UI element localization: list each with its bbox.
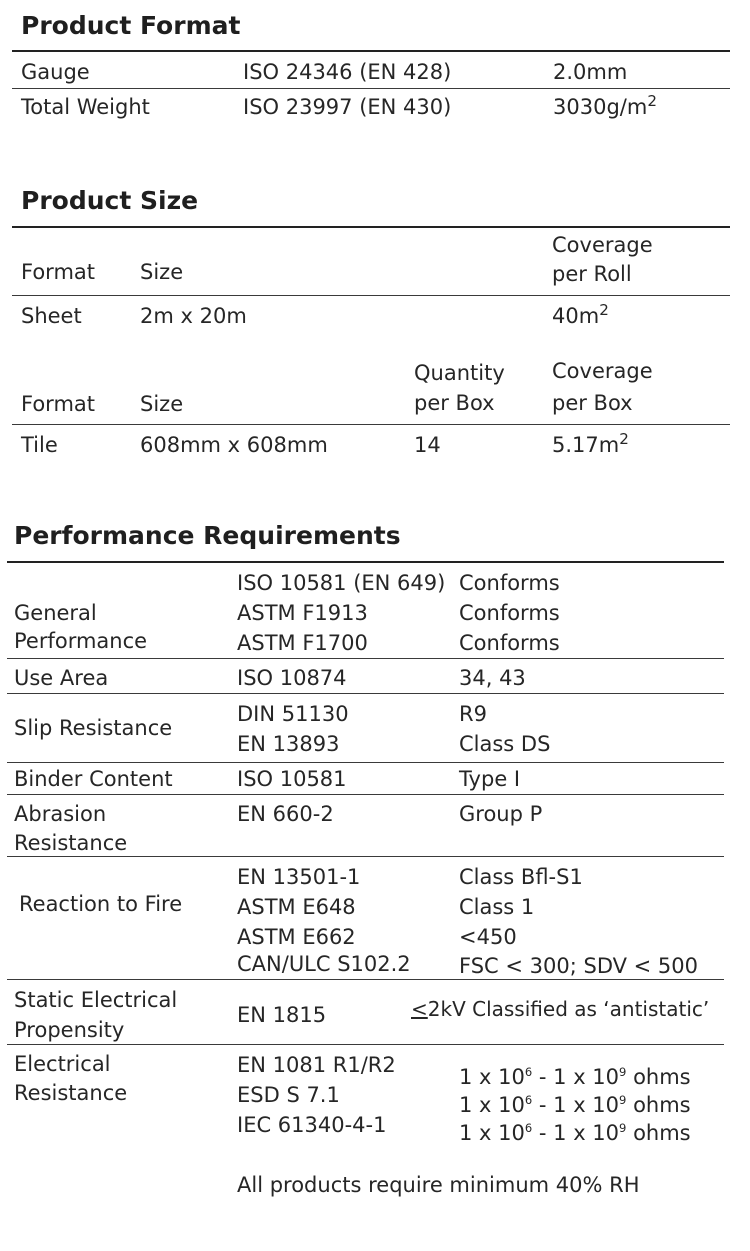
header-divider — [12, 424, 730, 425]
product-format-divider — [12, 50, 730, 52]
standard-value: ISO 10581 (EN 649) — [237, 571, 446, 595]
electrical-resistance-label: Electrical — [14, 1052, 111, 1076]
total-weight-standard: ISO 23997 (EN 430) — [243, 95, 452, 119]
row-divider — [7, 693, 724, 694]
gauge-standard: ISO 24346 (EN 428) — [243, 60, 452, 84]
result-value: Conforms — [459, 631, 560, 655]
row-divider — [7, 1044, 724, 1045]
standard-value: EN 660-2 — [237, 802, 334, 826]
standard-value: CAN/ULC S102.2 — [237, 952, 411, 976]
electrical-resistance-label: Resistance — [14, 1081, 128, 1105]
result-value: <450 — [459, 925, 517, 949]
quantity-per-box-header-line1: Quantity — [414, 361, 505, 385]
standard-value: IEC 61340-4-1 — [237, 1113, 387, 1137]
result-value: Group P — [459, 802, 543, 826]
coverage-per-box-header-line1: Coverage — [552, 359, 653, 383]
row-divider — [7, 794, 724, 795]
reaction-to-fire-label: Reaction to Fire — [19, 892, 183, 916]
result-value: Conforms — [459, 601, 560, 625]
size-column-header: Size — [140, 260, 184, 284]
format-column-header: Format — [21, 392, 96, 416]
result-value: 1 x $10^6 - 1$ x $10^9$ ohms — [459, 1093, 691, 1117]
standard-value: ISO 10581 — [237, 767, 347, 791]
coverage-per-box-header-line2: per Box — [552, 391, 633, 415]
binder-content-label: Binder Content — [14, 767, 173, 791]
result-value: Class DS — [459, 732, 551, 756]
row-divider — [7, 856, 724, 857]
standard-value: ASTM F1913 — [237, 601, 368, 625]
general-performance-label: Performance — [14, 629, 148, 653]
rh-note: All products require minimum 40% RH — [237, 1173, 640, 1197]
sheet-coverage: $40m^2$ — [552, 301, 609, 328]
abrasion-resistance-label: Resistance — [14, 831, 128, 855]
quantity-per-box-header-line2: per Box — [414, 391, 495, 415]
standard-value: ESD S 7.1 — [237, 1083, 340, 1107]
format-column-header: Format — [21, 260, 96, 284]
product-size-divider — [12, 226, 730, 228]
tile-quantity: 14 — [414, 433, 441, 457]
result-value: Class Bfl-S1 — [459, 865, 583, 889]
result-value: 34, 43 — [459, 666, 526, 690]
result-value: Class 1 — [459, 895, 535, 919]
total-weight-value: $3030g/m^2$ — [553, 92, 657, 119]
product-size-heading: Product Size — [21, 186, 199, 215]
performance-divider — [7, 561, 724, 563]
use-area-label: Use Area — [14, 666, 109, 690]
gauge-value: 2.0mm — [553, 60, 628, 84]
standard-value: EN 1081 R1/R2 — [237, 1053, 396, 1077]
tile-coverage: $5.17m^2$ — [552, 430, 629, 457]
result-value: FSC < 300; SDV < 500 — [459, 954, 699, 978]
row-divider — [7, 979, 724, 980]
standard-value: ISO 10874 — [237, 666, 347, 690]
static-electrical-label: Propensity — [14, 1018, 125, 1042]
coverage-per-roll-header-line2: per Roll — [552, 262, 632, 286]
tile-format: Tile — [21, 433, 58, 457]
tile-size: 608mm x 608mm — [140, 433, 328, 457]
result-value: Conforms — [459, 571, 560, 595]
result-value: 1 x $10^6 - 1$ x $10^9$ ohms — [459, 1065, 691, 1089]
slip-resistance-label: Slip Resistance — [14, 716, 173, 740]
sheet-size: 2m x 20m — [140, 304, 247, 328]
result-value: 1 x $10^6 - 1$ x $10^9$ ohms — [459, 1121, 691, 1145]
result-value: R9 — [459, 702, 487, 726]
row-divider — [12, 88, 730, 89]
product-format-heading: Product Format — [21, 11, 241, 40]
standard-value: EN 1815 — [237, 1003, 327, 1027]
total-weight-label: Total Weight — [21, 95, 150, 119]
gauge-label: Gauge — [21, 60, 90, 84]
standard-value: EN 13893 — [237, 732, 340, 756]
standard-value: DIN 51130 — [237, 702, 349, 726]
performance-heading: Performance Requirements — [14, 521, 401, 550]
standard-value: ASTM E662 — [237, 925, 356, 949]
standard-value: ASTM E648 — [237, 895, 356, 919]
static-electrical-label: Static Electrical — [14, 988, 178, 1012]
result-value: <2kV Classified as ‘antistatic’ — [411, 997, 710, 1021]
size-column-header: Size — [140, 392, 184, 416]
coverage-per-roll-header-line1: Coverage — [552, 233, 653, 257]
result-value: Type I — [459, 767, 521, 791]
row-divider — [7, 658, 724, 659]
general-performance-label: General — [14, 601, 97, 625]
abrasion-resistance-label: Abrasion — [14, 802, 107, 826]
sheet-format: Sheet — [21, 304, 82, 328]
standard-value: EN 13501-1 — [237, 865, 361, 889]
standard-value: ASTM F1700 — [237, 631, 368, 655]
header-divider — [12, 295, 730, 296]
row-divider — [7, 762, 724, 763]
